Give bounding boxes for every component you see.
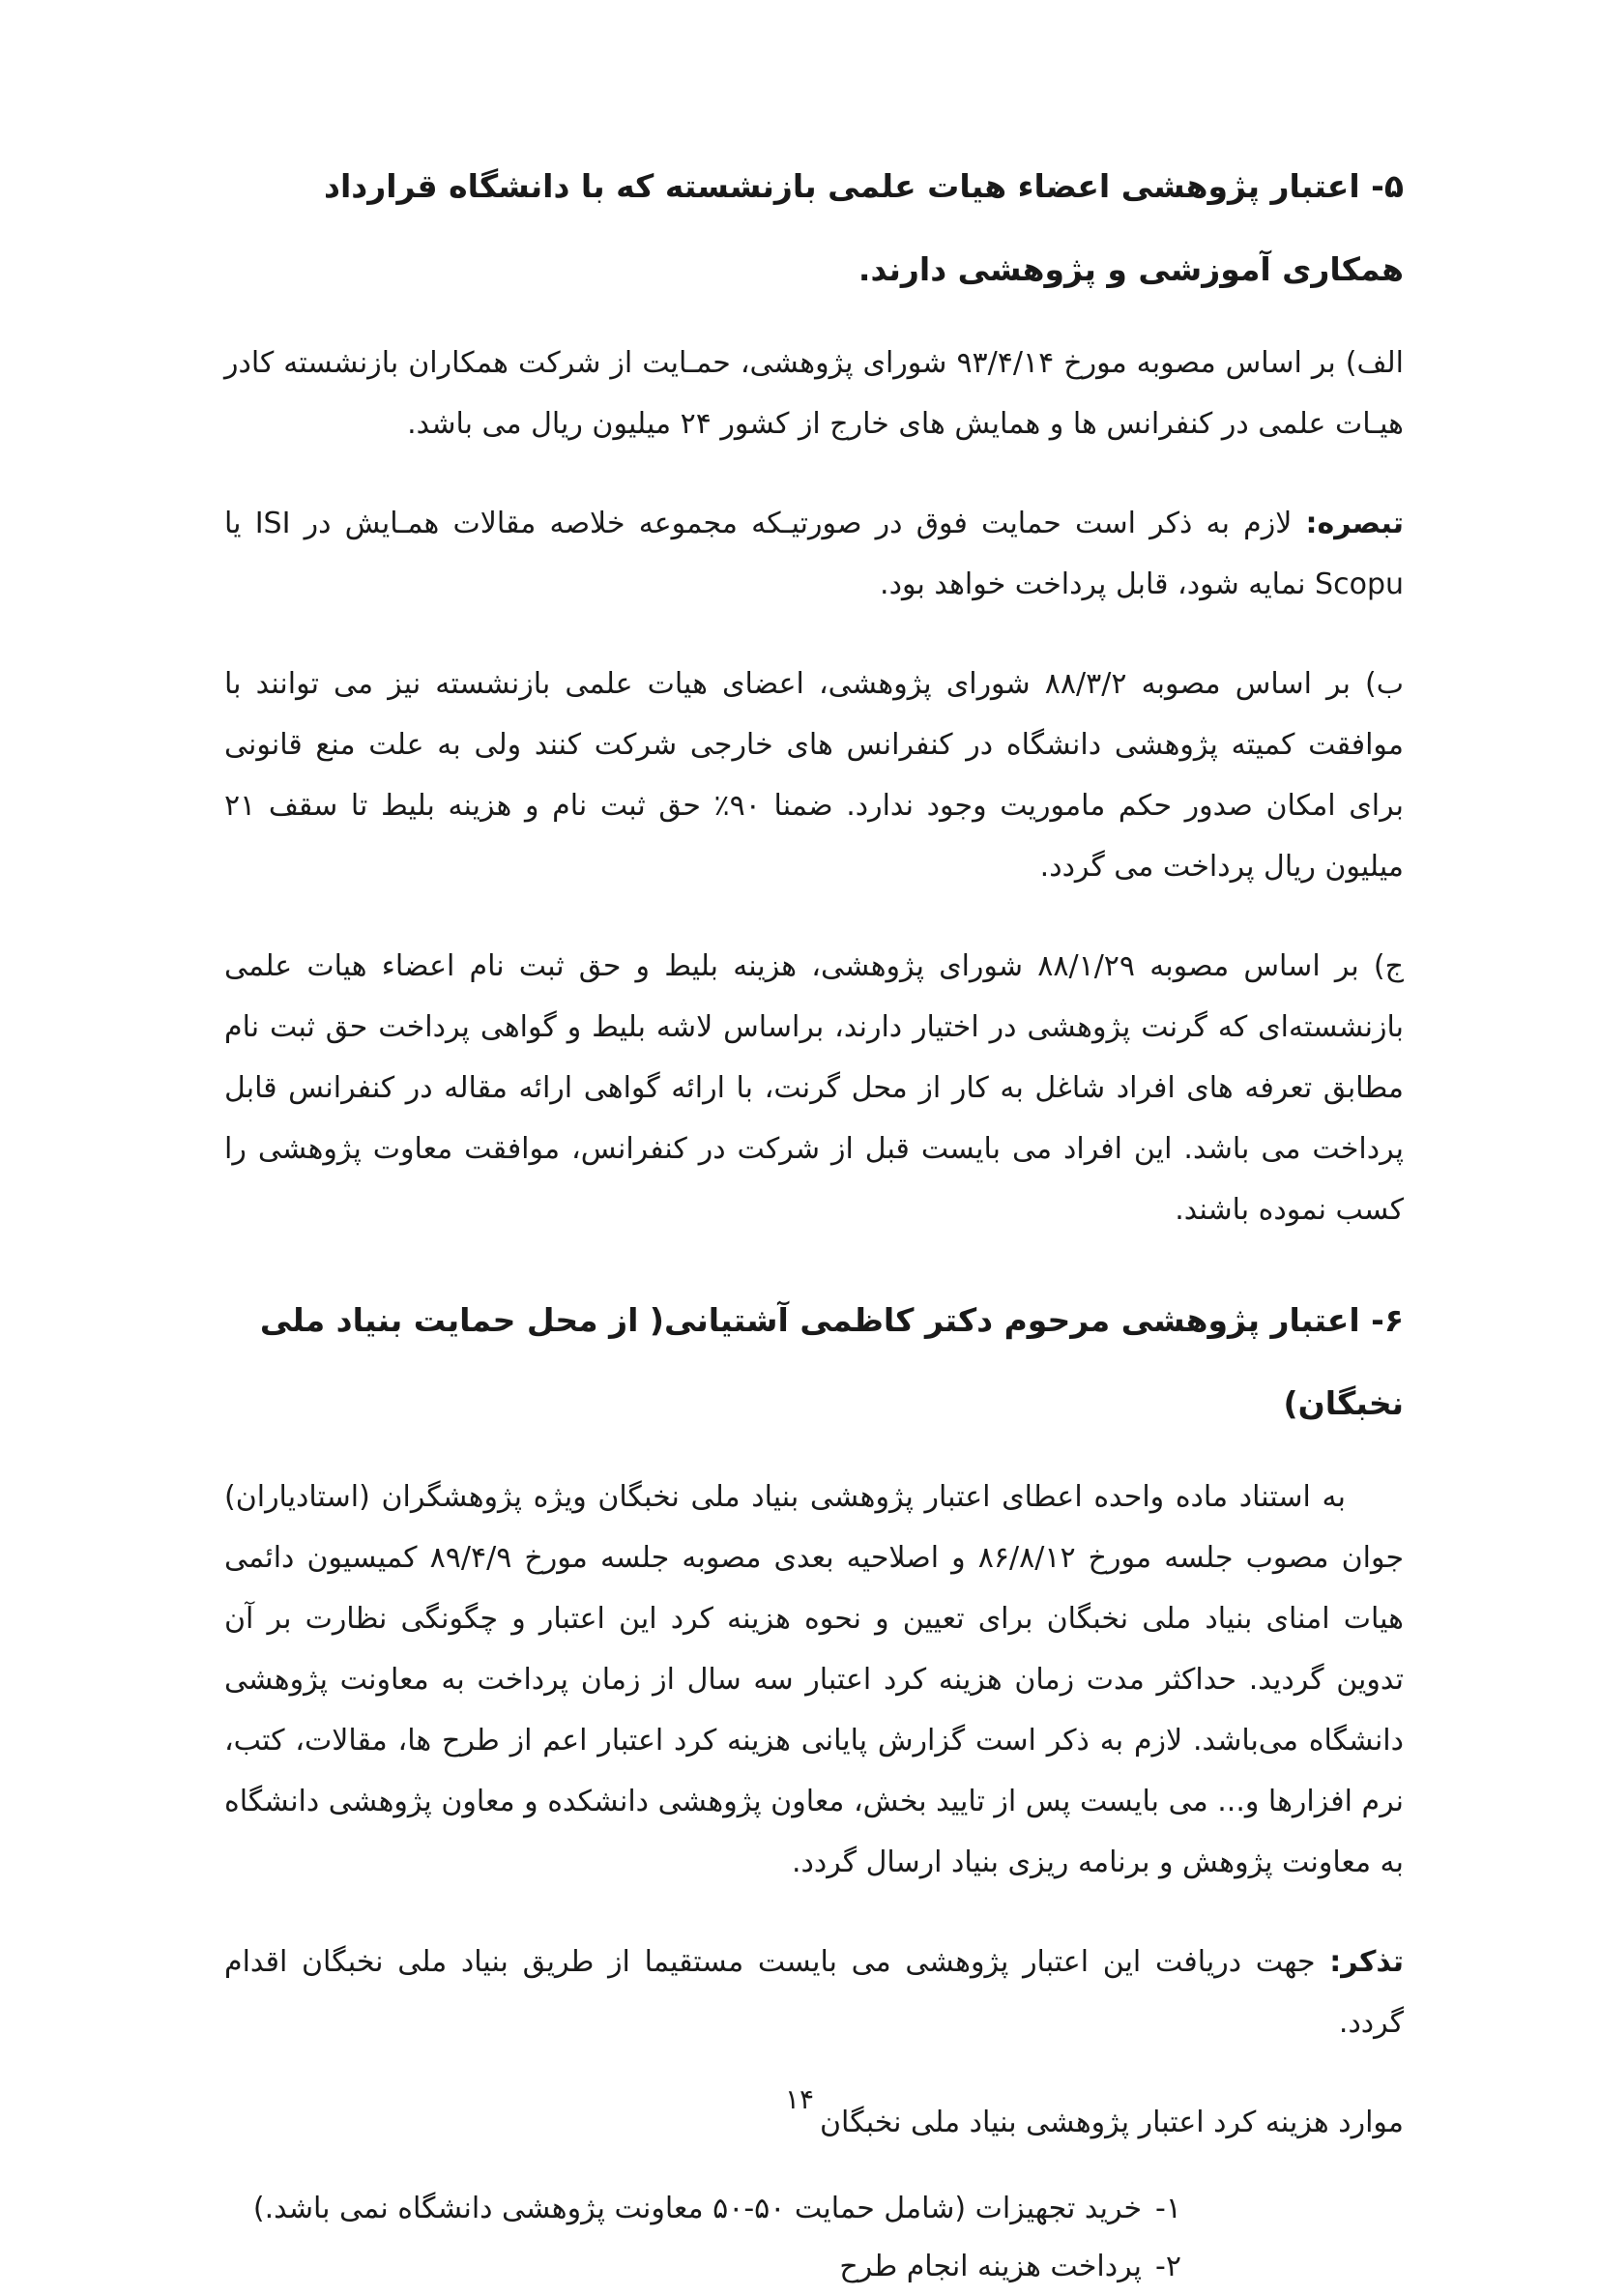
paragraph-main: به استناد ماده واحده اعطای اعتبار پژوهشی بنیاد ملی نخبگان ویژه پژوهشگران (استادیاران) جوان مصوب جلسه مورخ ۸۶/۸/۱۲ و اصلاحیه بعدی مصوبه جلسه مورخ ۸۹/۴/۹ کمیسیون دائمی هیات امنای بنیاد ملی نخبگان برای تعیین و نحوه هزینه کرد این اعتبار و چگونگی نظارت بر آن تدوین گردید. حداکثر مدت زمان هزینه کرد اعتبار سه سال از زمان پرداخت به معاونت پژوهشی دانشگاه می‌باشد. لازم به ذکر است گزارش پایانی هزینه کرد اعتبار اعم از طرح ها، مقالات، کتب، نرم افزارها و... می بایست پس از تایید بخش، معاون پژوهشی دانشکده و معاون پژوهشی دانشگاه به معاونت پژوهش و برنامه ریزی بنیاد ارسال گردد.	[224, 1480, 1404, 1879]
paragraph-jim: ج) بر اساس مصوبه ۸۸/۱/۲۹ شورای پژوهشی، هزینه بلیط و حق ثبت نام اعضاء هیات علمی بازنشسته‌ای که گرنت پژوهشی در اختیار دارند، براساس لاشه بلیط و گواهی پرداخت حق ثبت نام مطابق تعرفه های افراد شاغل به کار از محل گرنت، با ارائه گواهی ارائه مقاله در کنفرانس قابل پرداخت می باشد. این افراد می بایست قبل از شرکت در کنفرانس، موافقت معاوت پژوهشی را کسب نموده باشند.	[224, 949, 1405, 1227]
reminder-text: جهت دریافت این اعتبار پژوهشی می بایست مستقیما از طریق بنیاد ملی نخبگان اقدام گردد.	[224, 1945, 1404, 2040]
list-item-number: ۱-	[1155, 2192, 1181, 2225]
list-item	[224, 2180, 1181, 2238]
note-paragraph	[224, 493, 1404, 615]
paragraph-be: ب) بر اساس مصوبه ۸۸/۳/۲ شورای پژوهشی، اعضای هیات علمی بازنشسته نیز می توانند با موافقت کمیته پژوهشی دانشگاه در کنفرانس های خارجی شرکت کنند ولی به علت منع قانونی برای امکان صدور حکم ماموریت وجود ندارد. ضمنا ۹۰٪ حق ثبت نام و هزینه بلیط تا سقف ۲۱ میلیون ریال پرداخت می گردد.	[224, 667, 1404, 884]
expense-list	[224, 2180, 1404, 2296]
reminder-paragraph	[224, 1932, 1404, 2053]
page-number: ۱۴	[784, 2083, 815, 2115]
section-6-heading: ۶- اعتبار پژوهشی مرحوم دکتر کاظمی آشتیانی( از محل حمایت بنیاد ملی نخبگان)	[259, 1301, 1404, 1422]
list-item-text: خرید تجهیزات (شامل حمایت ۵۰-۵۰ معاونت پژوهشی دانشگاه نمی باشد.)	[252, 2192, 1143, 2225]
list-item-number: ۲-	[1155, 2250, 1181, 2283]
list-intro: موارد هزینه کرد اعتبار پژوهشی بنیاد ملی نخبگان	[820, 2106, 1404, 2139]
paragraph-alef: الف) بر اساس مصوبه مورخ ۹۳/۴/۱۴ شورای پژوهشی، حمـایت از شرکت همکاران بازنشسته کادر هیـات علمی در کنفرانس ها و همایش های خارج از کشور ۲۴ میلیون ریال می باشد.	[224, 346, 1405, 441]
list-item-text: پرداخت هزینه انجام طرح	[839, 2250, 1143, 2283]
note-label: تبصره:	[1305, 507, 1404, 540]
list-item	[224, 2238, 1181, 2296]
section-5-heading: ۵- اعتبار پژوهشی اعضاء هیات علمی بازنشسته که با دانشگاه قرارداد همکاری آموزشی و پژوهشی دارند.	[324, 167, 1404, 288]
note-text: لازم به ذکر است حمایت فوق در صورتیـکه مجموعه خلاصه مقالات همـایش در ISI یا Scopu نمایه شود، قابل پرداخت خواهد بود.	[224, 507, 1404, 601]
reminder-label: تذکر:	[1329, 1945, 1404, 1979]
document-page	[224, 145, 1404, 2296]
